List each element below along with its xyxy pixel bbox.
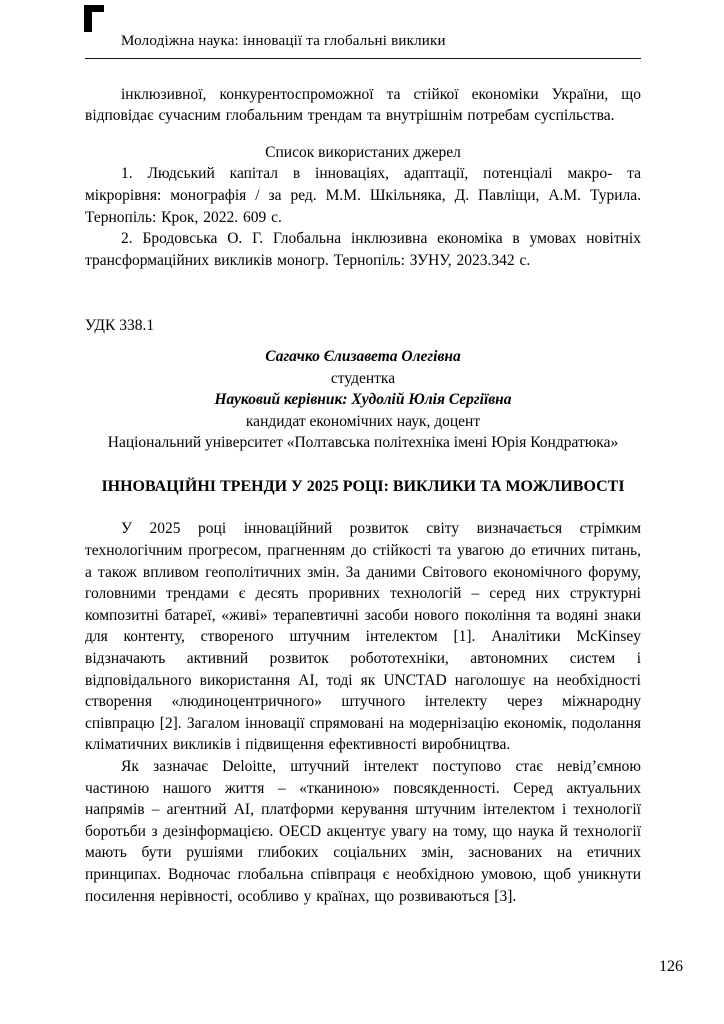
body-paragraph: У 2025 році інноваційний розвиток світу визначається стрімким технологічним прогресом, прагненням до стійкості та увагою до етичних питань, а також впливом геополітичних змін. За даними Світового економічного форуму, головними трендами є десять проривних технологій – серед них структурні композитні батареї, «живі» терапевтичні засоби нового покоління та водяні знаки для контенту, створеного штучним інтелектом [1]. Аналітики McKinsey відзначають активний розвиток робототехніки, автономних систем і відповідального використання АІ, тоді як UNCTAD наголошує на необхідності створення «людиноцентричного» штучного інтелекту через міжнародну співпрацю [2]. Загалом інновації спрямовані на модернізацію економік, подолання кліматичних викликів і підвищення ефективності виробництва. <box>85 520 641 754</box>
header-rule <box>85 58 641 59</box>
page-content <box>85 0 641 907</box>
body-paragraph: Як зазначає Deloitte, штучний інтелект поступово стає невід’ємною частиною нашого життя – «тканиною» повсякденності. Серед актуальних напрямів – агентний АІ, платформи керування штучним інтелектом і технології боротьби з дезінформацією. OECD акцентує увагу на тому, що наука й технології мають бути рушіями глибоких соціальних змін, заснованих на етичних принципах. Водночас глобальна співпраця є необхідною умовою, щоб уникнути посилення нерівності, особливо у країнах, що розвиваються [3]. <box>85 757 641 905</box>
references-heading: Список використаних джерел <box>265 143 461 161</box>
running-head: Молодіжна наука: інновації та глобальні виклики <box>121 33 446 49</box>
author-role: студентка <box>330 369 396 387</box>
page-number: 126 <box>659 958 683 975</box>
udc-code: УДК 338.1 <box>85 317 155 335</box>
affiliation: Національний університет «Полтавська політехніка імені Юрія Кондратюка» <box>107 434 619 452</box>
article-title: ІННОВАЦІЙНІ ТРЕНДИ У 2025 РОЦІ: ВИКЛИКИ ТА МОЖЛИВОСТІ <box>101 477 625 495</box>
reference-item: 2. Бродовська О. Г. Глобальна інклюзивна економіка в умовах новітніх трансформаційних викликів моногр. Тернопіль: ЗУНУ, 2023.342 с. <box>85 230 641 269</box>
author-name: Сагачко Єлизавета Олегівна <box>265 347 461 365</box>
reference-item: 1. Людський капітал в інноваціях, адаптації, потенціалі макро- та мікрорівня: монографія / за ред. М.М. Шкільняка, Д. Павліщи, А.М. Турила. Тернопіль: Крок, 2022. 609 с. <box>85 165 641 226</box>
supervisor-role: кандидат економічних наук, доцент <box>245 412 481 430</box>
previous-article-closing-paragraph: інклюзивної, конкурентоспроможної та стійкої економіки України, що відповідає сучасним глобальним трендам та внутрішнім потребам суспільства. <box>85 85 641 125</box>
author-block <box>85 346 641 454</box>
supervisor-name: Науковий керівник: Худолій Юлія Сергіївна <box>214 391 512 409</box>
